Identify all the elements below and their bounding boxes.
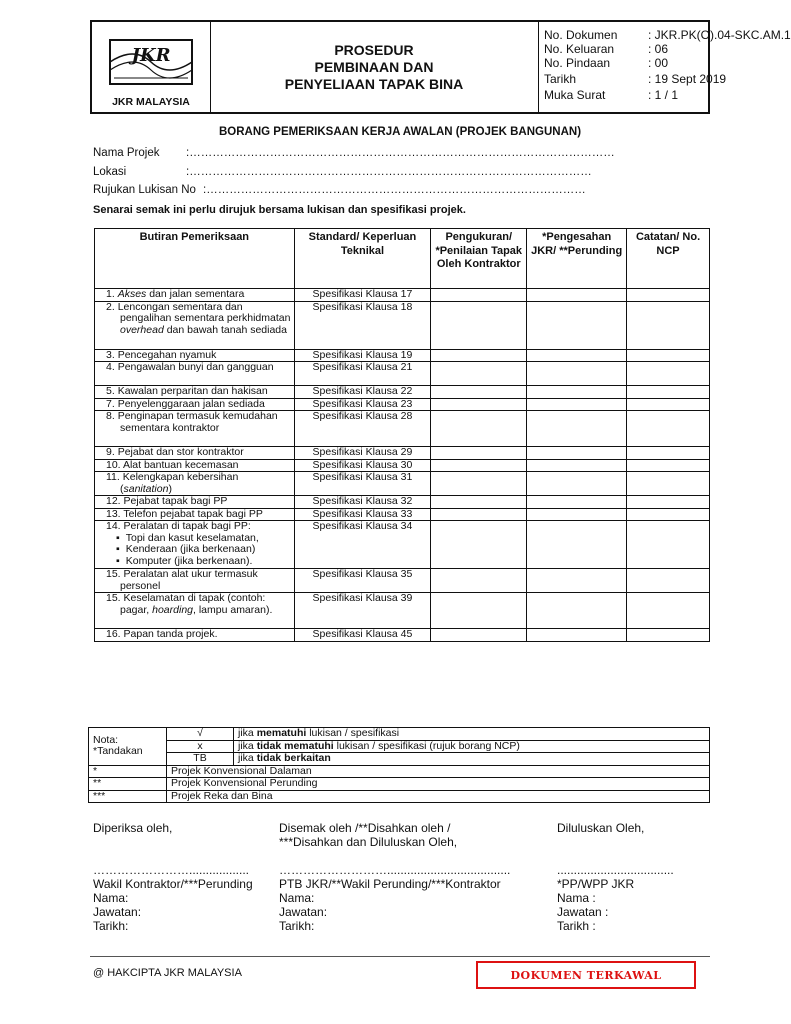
signature-field[interactable]: Nama :	[557, 891, 596, 905]
ncp-cell[interactable]	[627, 508, 710, 521]
measurement-cell[interactable]	[431, 593, 527, 629]
verification-cell[interactable]	[527, 593, 627, 629]
measurement-cell[interactable]	[431, 472, 527, 496]
signature-heading	[93, 821, 253, 863]
ncp-cell[interactable]	[627, 593, 710, 629]
signature-field[interactable]: Jawatan:	[93, 905, 142, 919]
measurement-cell[interactable]	[431, 289, 527, 302]
legend-star-text: Projek Reka dan Bina	[167, 790, 710, 803]
standard-cell: Spesifikasi Klausa 34	[294, 521, 431, 569]
standard-cell: Spesifikasi Klausa 30	[294, 459, 431, 472]
signature-line[interactable]: ……………………..................	[93, 863, 250, 877]
verification-cell[interactable]	[527, 349, 627, 362]
table-row	[95, 349, 710, 362]
signature-role: *PP/WPP JKR	[557, 877, 635, 891]
item-description	[95, 569, 295, 593]
item-description	[95, 386, 295, 399]
meta-value: : 1 / 1	[648, 88, 679, 102]
verification-cell[interactable]	[527, 301, 627, 349]
ncp-cell[interactable]	[627, 398, 710, 411]
verification-cell[interactable]	[527, 508, 627, 521]
standard-cell: Spesifikasi Klausa 29	[294, 447, 431, 460]
item-text: 14. Peralatan di tapak bagi PP:	[106, 520, 251, 532]
item-description	[95, 521, 295, 569]
standard-cell: Spesifikasi Klausa 23	[294, 398, 431, 411]
item-text: 12. Pejabat tapak bagi PP	[106, 495, 228, 507]
table-row	[95, 521, 710, 569]
item-description	[95, 629, 295, 642]
standard-cell: Spesifikasi Klausa 21	[294, 362, 431, 386]
item-description	[95, 593, 295, 629]
meta-value: : JKR.PK(O).04-SKC.AM.1	[648, 28, 791, 42]
meta-key: Muka Surat	[544, 88, 606, 102]
header-butiran: Butiran Pemeriksaan	[95, 229, 295, 289]
table-row	[95, 459, 710, 472]
table-row	[95, 629, 710, 642]
measurement-cell[interactable]	[431, 362, 527, 386]
legend-pre: jika	[238, 739, 257, 752]
standard-cell: Spesifikasi Klausa 18	[294, 301, 431, 349]
legend-nota	[89, 728, 167, 766]
signature-heading	[557, 821, 674, 863]
checklist-table	[94, 228, 710, 642]
legend-table	[88, 727, 710, 803]
legend-star-row	[89, 765, 710, 778]
table-row	[95, 569, 710, 593]
legend-pre: jika	[238, 727, 257, 739]
ncp-cell[interactable]	[627, 411, 710, 447]
ncp-cell[interactable]	[627, 447, 710, 460]
signature-heading-line: Diperiksa oleh,	[93, 821, 173, 835]
signature-block	[557, 821, 674, 933]
signature-block	[279, 821, 510, 933]
form-title: BORANG PEMERIKSAAN KERJA AWALAN (PROJEK BANGUNAN)	[218, 126, 582, 138]
measurement-cell[interactable]	[431, 398, 527, 411]
ncp-cell[interactable]	[627, 496, 710, 509]
signature-line[interactable]: ...................................	[557, 863, 674, 877]
ncp-cell[interactable]	[627, 386, 710, 399]
legend-nota-label: Nota:	[93, 733, 119, 746]
legend-symbol: √	[167, 728, 234, 741]
measurement-cell[interactable]	[431, 569, 527, 593]
measurement-cell[interactable]	[431, 496, 527, 509]
table-row	[95, 289, 710, 302]
ncp-cell[interactable]	[627, 629, 710, 642]
header-pengukuran: Pengukuran/ *Penilaian Tapak Oleh Kontraktor	[431, 229, 527, 289]
item-description	[95, 301, 295, 349]
header-catatan: Catatan/ No. NCP	[627, 229, 710, 289]
legend-pre: jika	[238, 752, 257, 764]
meta-value: : 19 Sept 2019	[648, 72, 727, 86]
legend-row	[89, 740, 710, 753]
signature-role: PTB JKR/**Wakil Perunding/***Kontraktor	[279, 877, 501, 891]
item-text: 5. Kawalan perparitan dan hakisan	[106, 385, 268, 397]
signature-field[interactable]: Jawatan :	[557, 905, 609, 919]
logo-label: JKR MALAYSIA	[112, 96, 190, 108]
document-title	[210, 22, 539, 112]
verification-cell[interactable]	[527, 521, 627, 569]
legend-post: lukisan / spesifikasi	[306, 727, 400, 739]
ncp-cell[interactable]	[627, 472, 710, 496]
ncp-cell[interactable]	[627, 301, 710, 349]
form-field-label: Nama Projek	[93, 147, 160, 159]
item-description	[95, 411, 295, 447]
item-text: 2. Lencongan sementara dan pengalihan sementara perkhidmatan overhead dan bawah tanah sediada	[106, 300, 291, 336]
measurement-cell[interactable]	[431, 459, 527, 472]
legend-star-text: Projek Konvensional Perunding	[167, 778, 710, 791]
ncp-cell[interactable]	[627, 349, 710, 362]
item-text: 11. Kelengkapan kebersihan (sanitation)	[106, 471, 239, 495]
signature-field[interactable]: Nama:	[93, 891, 129, 905]
table-row	[95, 398, 710, 411]
copyright-text: @ HAKCIPTA JKR MALAYSIA	[93, 967, 242, 979]
measurement-cell[interactable]	[431, 629, 527, 642]
item-text: 13. Telefon pejabat tapak bagi PP	[106, 507, 263, 520]
form-field[interactable]	[93, 184, 586, 196]
item-text: 7. Penyelenggaraan jalan sediada	[106, 397, 265, 410]
verification-cell[interactable]	[527, 569, 627, 593]
legend-description	[234, 728, 710, 741]
signature-heading-line: ***Disahkan dan Diluluskan Oleh,	[279, 835, 458, 849]
item-text: 15. Keselamatan di tapak (contoh: pagar, hoarding, lampu amaran).	[106, 592, 273, 616]
verification-cell[interactable]	[527, 362, 627, 386]
ncp-cell[interactable]	[627, 569, 710, 593]
verification-cell[interactable]	[527, 386, 627, 399]
table-row	[95, 386, 710, 399]
item-description	[95, 398, 295, 411]
legend-row	[89, 753, 710, 766]
legend-star-symbol: ***	[89, 790, 167, 803]
table-row	[95, 362, 710, 386]
item-description	[95, 289, 295, 302]
signature-field[interactable]: Nama:	[279, 891, 315, 905]
form-field-label: Lokasi	[93, 166, 127, 178]
measurement-cell[interactable]	[431, 349, 527, 362]
form-field[interactable]	[93, 166, 592, 178]
verification-cell[interactable]	[527, 398, 627, 411]
standard-cell: Spesifikasi Klausa 33	[294, 508, 431, 521]
item-text: 9. Pejabat dan stor kontraktor	[106, 446, 244, 458]
standard-cell: Spesifikasi Klausa 45	[294, 629, 431, 642]
legend-symbol: x	[167, 740, 234, 753]
legend-bold: tidak berkaitan	[256, 752, 331, 764]
form-field-label: Rujukan Lukisan No	[93, 184, 196, 196]
legend-star-text: Projek Konvensional Dalaman	[167, 765, 710, 778]
standard-cell: Spesifikasi Klausa 19	[294, 349, 431, 362]
table-row	[95, 447, 710, 460]
ncp-cell[interactable]	[627, 362, 710, 386]
signature-heading-line: Disemak oleh /**Disahkan oleh /	[279, 821, 451, 835]
meta-key: Tarikh	[544, 72, 577, 86]
standard-cell: Spesifikasi Klausa 39	[294, 593, 431, 629]
table-row	[95, 472, 710, 496]
title-lines	[285, 42, 463, 93]
form-field-input[interactable]: :………………………………………………………………………………………	[203, 184, 586, 196]
item-description	[95, 362, 295, 386]
legend-star-symbol: *	[89, 765, 167, 778]
bullet-item: ▪ Topi dan kasut keselamatan,	[98, 533, 291, 545]
form-field[interactable]	[93, 147, 615, 159]
document-header	[90, 20, 791, 114]
item-description	[95, 496, 295, 509]
title-line: PENYELIAAN TAPAK BINA	[284, 75, 464, 92]
legend-star-symbol: **	[89, 778, 167, 791]
document-meta	[538, 22, 791, 112]
logo-text: JKR	[131, 45, 171, 66]
measurement-cell[interactable]	[431, 386, 527, 399]
footer-divider	[90, 956, 710, 957]
item-text: 16. Papan tanda projek.	[106, 628, 218, 640]
ncp-cell[interactable]	[627, 289, 710, 302]
form-field-input[interactable]: :…………………………………………………………………………………………………	[186, 147, 615, 159]
header-standard: Standard/ Keperluan Teknikal	[294, 229, 431, 289]
item-description	[95, 508, 295, 521]
signature-block	[93, 821, 253, 933]
legend-star-row	[89, 790, 710, 803]
verification-cell[interactable]	[527, 289, 627, 302]
verification-cell[interactable]	[527, 411, 627, 447]
standard-cell: Spesifikasi Klausa 32	[294, 496, 431, 509]
signature-heading-line: Diluluskan Oleh,	[557, 821, 645, 835]
table-row	[95, 496, 710, 509]
logo-cell	[92, 22, 211, 112]
legend-symbol: TB	[167, 753, 234, 766]
measurement-cell[interactable]	[431, 447, 527, 460]
legend-bold: tidak mematuhi	[256, 739, 334, 752]
table-row	[95, 508, 710, 521]
ncp-cell[interactable]	[627, 459, 710, 472]
measurement-cell[interactable]	[431, 301, 527, 349]
signature-field[interactable]: Jawatan:	[279, 905, 328, 919]
table-row	[95, 593, 710, 629]
signature-field[interactable]: Tarikh :	[557, 919, 596, 933]
legend-bold: mematuhi	[256, 727, 307, 739]
bullet-item: ▪ Komputer (jika berkenaan).	[98, 556, 291, 568]
meta-key: No. Dokumen	[544, 28, 618, 42]
legend-post: lukisan / spesifikasi (rujuk borang NCP)	[333, 739, 520, 752]
item-description	[95, 459, 295, 472]
jkr-logo	[104, 36, 198, 88]
table-header-row	[95, 229, 710, 289]
item-text: 10. Alat bantuan kecemasan	[106, 458, 239, 471]
meta-key: No. Pindaan	[544, 56, 611, 70]
signature-line[interactable]: ……………………….....................................	[279, 863, 511, 877]
verification-cell[interactable]	[527, 447, 627, 460]
meta-value: : 00	[648, 56, 669, 70]
item-text: 15. Peralatan alat ukur termasuk personel	[106, 568, 258, 592]
standard-cell: Spesifikasi Klausa 35	[294, 569, 431, 593]
table-row	[95, 411, 710, 447]
verification-cell[interactable]	[527, 496, 627, 509]
controlled-document-stamp: DOKUMEN TERKAWAL	[476, 961, 696, 989]
measurement-cell[interactable]	[431, 508, 527, 521]
ncp-cell[interactable]	[627, 521, 710, 569]
title-line: PEMBINAAN DAN	[314, 58, 434, 75]
legend-tandakan-label: *Tandakan	[93, 745, 143, 758]
verification-cell[interactable]	[527, 629, 627, 642]
standard-cell: Spesifikasi Klausa 17	[294, 289, 431, 302]
measurement-cell[interactable]	[431, 521, 527, 569]
form-note: Senarai semak ini perlu dirujuk bersama lukisan dan spesifikasi projek.	[93, 204, 466, 216]
form-field-input[interactable]: :……………………………………………………………………………………………	[186, 166, 592, 178]
table-row	[95, 301, 710, 349]
meta-value: : 06	[648, 42, 669, 56]
legend-star-row	[89, 778, 710, 791]
standard-cell: Spesifikasi Klausa 31	[294, 472, 431, 496]
verification-cell[interactable]	[527, 472, 627, 496]
meta-key: No. Keluaran	[544, 42, 615, 56]
item-text: 8. Penginapan termasuk kemudahan sementara kontraktor	[106, 410, 278, 434]
verification-cell[interactable]	[527, 459, 627, 472]
header-pengesahan: *Pengesahan JKR/ **Perunding	[527, 229, 627, 289]
item-description	[95, 349, 295, 362]
standard-cell: Spesifikasi Klausa 28	[294, 411, 431, 447]
item-text: 4. Pengawalan bunyi dan gangguan	[106, 361, 274, 373]
legend-description	[234, 753, 710, 766]
signature-heading	[279, 821, 510, 863]
signature-role: Wakil Kontraktor/***Perunding	[93, 877, 253, 891]
title-line: PROSEDUR	[334, 41, 414, 58]
legend-description	[234, 740, 710, 753]
signature-field[interactable]: Tarikh:	[93, 919, 129, 933]
bullet-item: ▪ Kenderaan (jika berkenaan)	[98, 544, 291, 556]
legend-row	[89, 728, 710, 741]
signature-field[interactable]: Tarikh:	[279, 919, 315, 933]
item-description	[95, 472, 295, 496]
item-description	[95, 447, 295, 460]
measurement-cell[interactable]	[431, 411, 527, 447]
item-text: 3. Pencegahan nyamuk	[106, 348, 217, 361]
standard-cell: Spesifikasi Klausa 22	[294, 386, 431, 399]
item-text: 1. Akses dan jalan sementara	[106, 288, 245, 300]
